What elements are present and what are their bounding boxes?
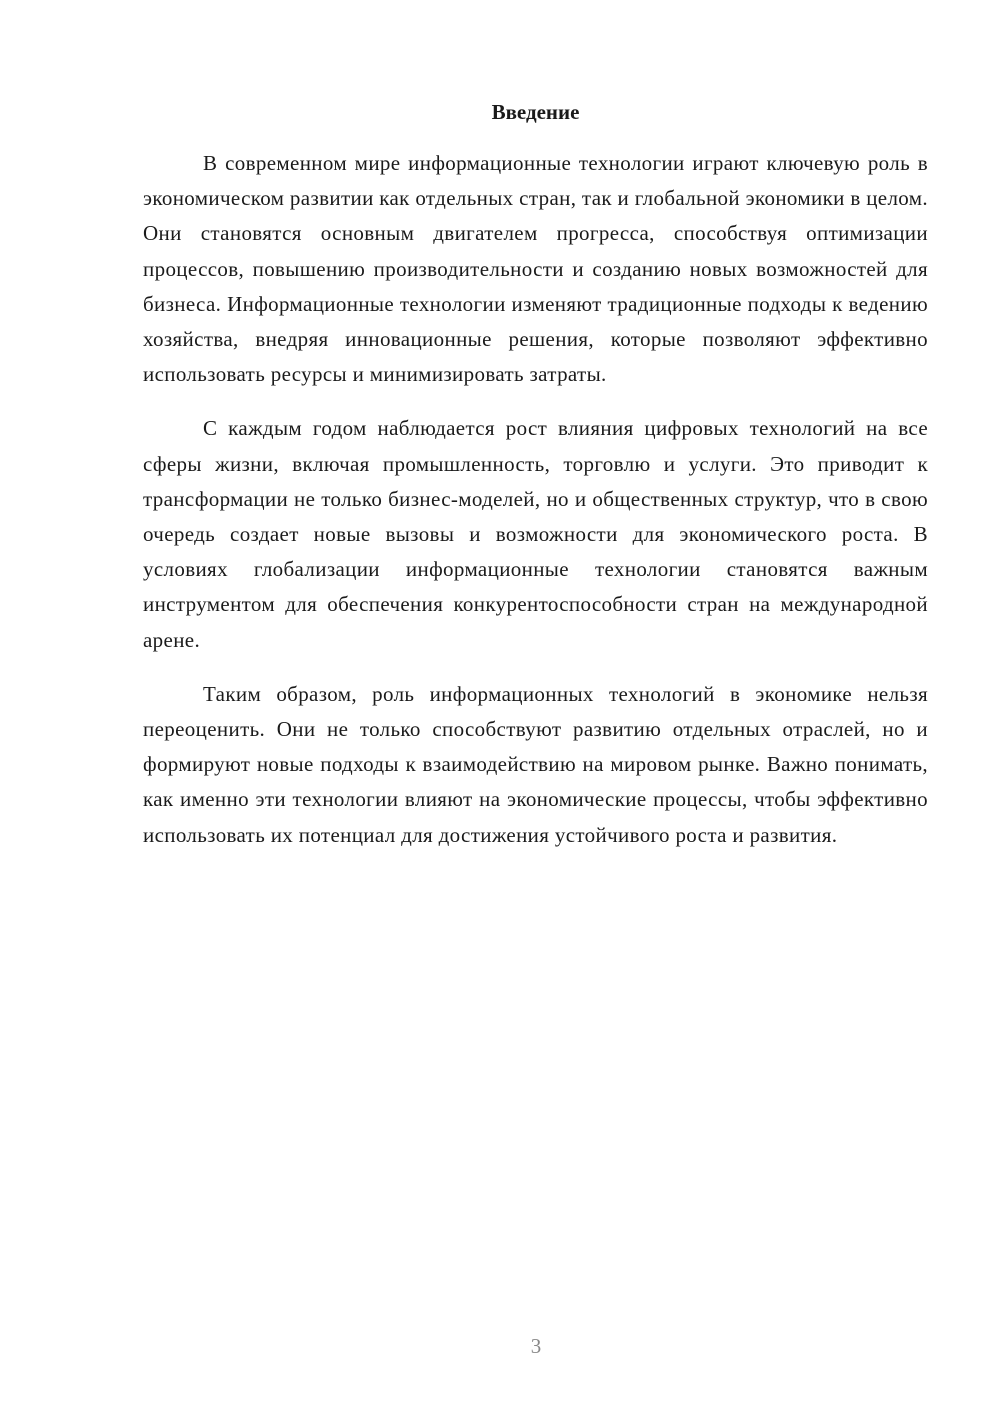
paragraph-3: Таким образом, роль информационных технологий в экономике нельзя переоценить. Они не только способствуют развитию отдельных отраслей, но и формируют новые подходы к взаимодействию на мировом рынке. Важно понимать, как именно эти технологии влияют на экономические процессы, чтобы эффективно использовать их потенциал для достижения устойчивого роста и развития. [143,681,928,847]
page-number: 3 [530,1334,542,1358]
paragraph-2: С каждым годом наблюдается рост влияния цифровых технологий на все сферы жизни, включая промышленность, торговлю и услуги. Это приводит к трансформации не только бизнес-моделей, но и общественных структур, что в свою очередь создает новые вызовы и возможности для экономического роста. В условиях глобализации информационные технологии становятся важным инструментом для обеспечения конкурентоспособности стран на международной арене. [143,416,928,652]
paragraph-1: В современном мире информационные технологии играют ключевую роль в экономическом развитии как отдельных стран, так и глобальной экономики в целом. Они становятся основным двигателем прогресса, способствуя оптимизации процессов, повышению производительности и созданию новых возможностей для бизнеса. Информационные технологии изменяют традиционные подходы к ведению хозяйства, внедряя инновационные решения, которые позволяют эффективно использовать ресурсы и минимизировать затраты. [143,151,928,387]
section-heading: Введение [491,100,580,124]
page-content [143,98,928,872]
